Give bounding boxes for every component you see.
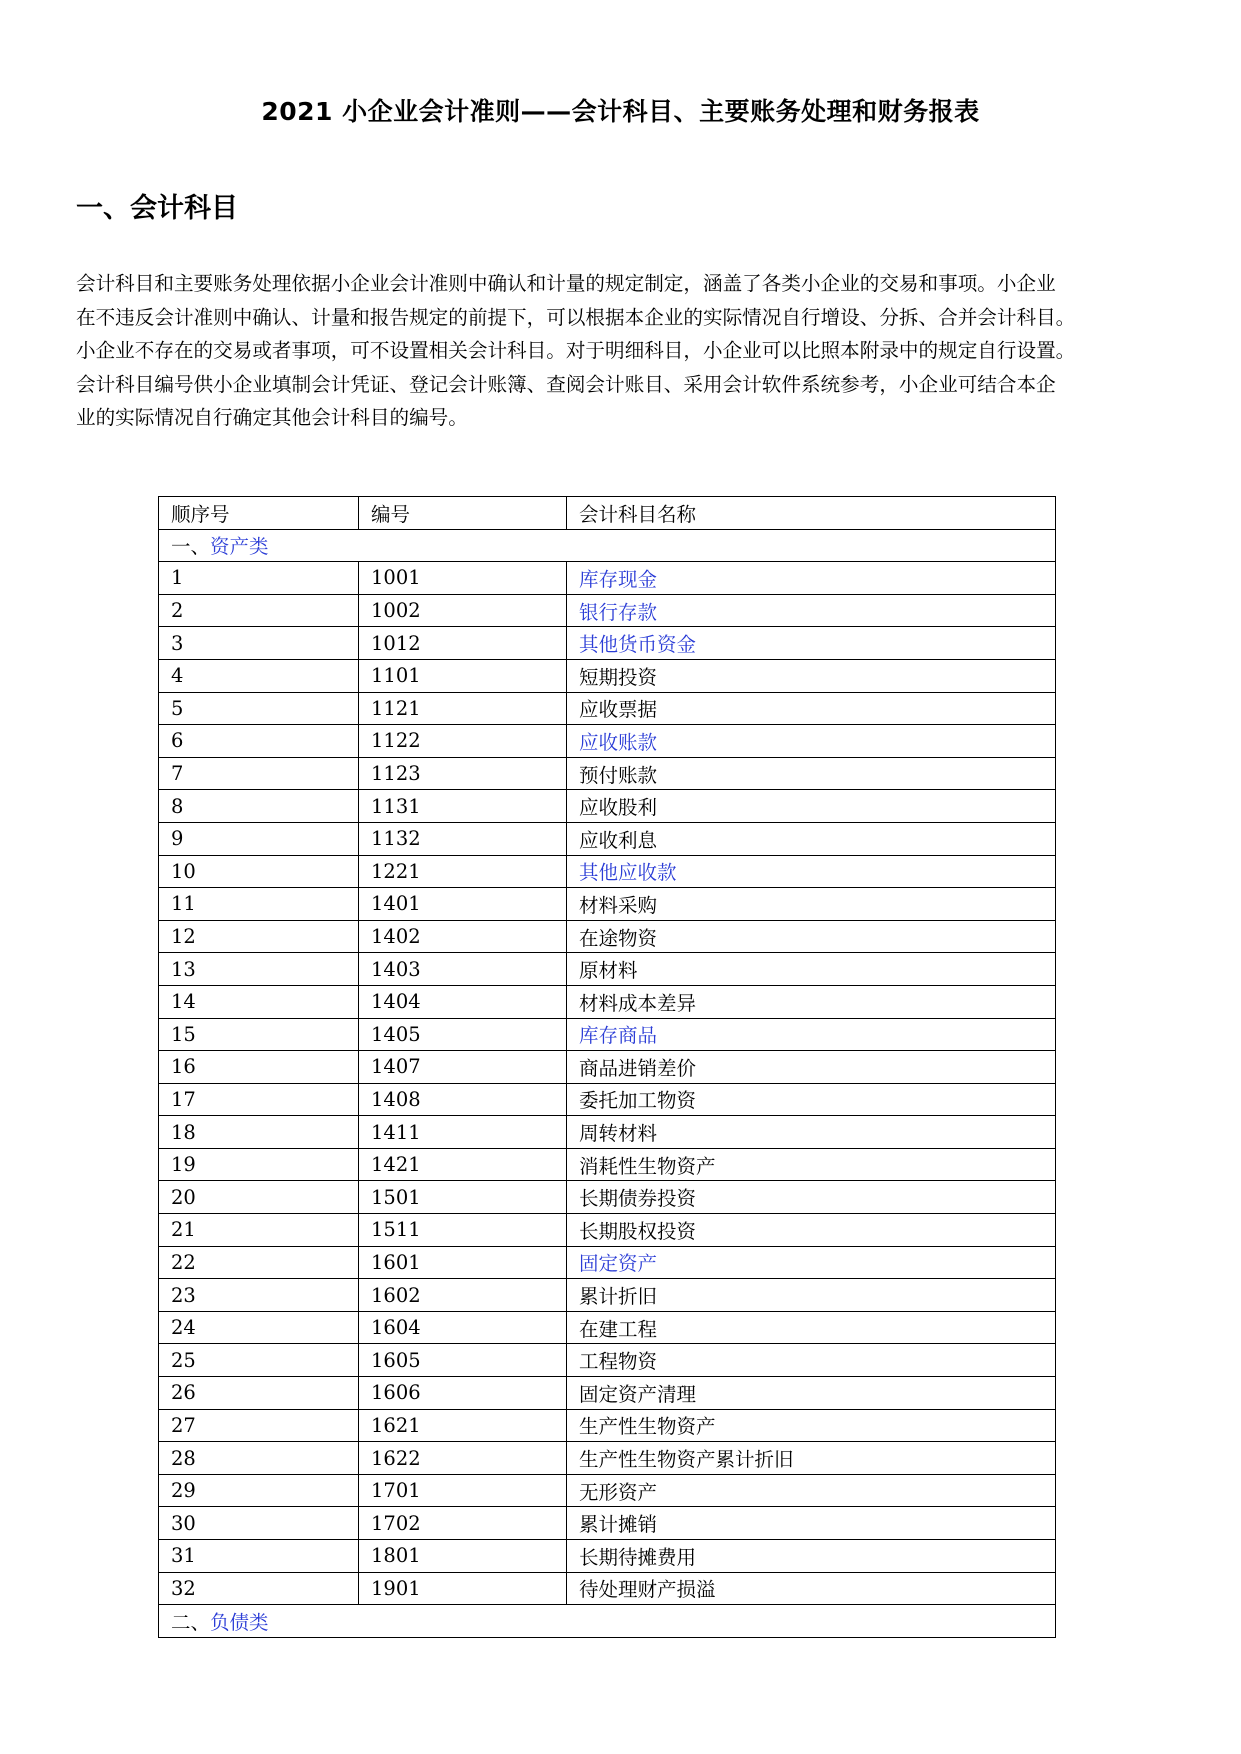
category-link-liabilities[interactable]: 负债类: [210, 1610, 269, 1634]
seq-cell: 8: [159, 790, 359, 823]
account-name: 预付账款: [579, 763, 658, 787]
account-name: 消耗性生物资产: [579, 1154, 716, 1178]
code-cell: 1511: [359, 1214, 567, 1247]
table-row: [159, 562, 1056, 595]
code-cell: 1622: [359, 1442, 567, 1475]
code-cell: 1601: [359, 1246, 567, 1279]
account-name: 待处理财产损溢: [579, 1578, 716, 1602]
seq-cell: 11: [159, 888, 359, 921]
account-link[interactable]: 其他货币资金: [579, 633, 697, 657]
code-cell: 1702: [359, 1507, 567, 1540]
code-cell: 1606: [359, 1377, 567, 1410]
table-row: [159, 822, 1056, 855]
table-row: [159, 920, 1056, 953]
code-cell: 1801: [359, 1540, 567, 1573]
seq-cell: 28: [159, 1442, 359, 1475]
seq-cell: 7: [159, 757, 359, 790]
account-name-cell: [567, 1409, 1056, 1442]
code-cell: 1421: [359, 1148, 567, 1181]
seq-cell: 10: [159, 855, 359, 888]
seq-cell: 23: [159, 1279, 359, 1312]
document-title: 2021 小企业会计准则——会计科目、主要账务处理和财务报表: [261, 97, 980, 126]
account-link[interactable]: 库存现金: [579, 567, 658, 591]
account-name-cell: [567, 1311, 1056, 1344]
account-name-cell: [567, 1018, 1056, 1051]
seq-cell: 26: [159, 1377, 359, 1410]
account-name: 生产性生物资产: [579, 1415, 716, 1439]
account-name-cell: [567, 562, 1056, 595]
code-cell: 1605: [359, 1344, 567, 1377]
header-name: 会计科目名称: [567, 497, 1056, 530]
seq-cell: 17: [159, 1083, 359, 1116]
table-row: [159, 1148, 1056, 1181]
seq-cell: 19: [159, 1148, 359, 1181]
seq-cell: 1: [159, 562, 359, 595]
category-prefix: 二、: [171, 1610, 211, 1634]
table-row: [159, 757, 1056, 790]
account-name-cell: [567, 822, 1056, 855]
code-cell: 1132: [359, 822, 567, 855]
account-name: 无形资产: [579, 1480, 658, 1504]
code-cell: 1012: [359, 627, 567, 660]
accounts-table: [158, 496, 1056, 1638]
table-row: [159, 1246, 1056, 1279]
seq-cell: 27: [159, 1409, 359, 1442]
seq-cell: 3: [159, 627, 359, 660]
seq-cell: 29: [159, 1474, 359, 1507]
account-name-cell: [567, 1507, 1056, 1540]
seq-cell: 15: [159, 1018, 359, 1051]
account-name-cell: [567, 627, 1056, 660]
seq-cell: 32: [159, 1572, 359, 1605]
category-cell: [159, 1605, 1056, 1638]
table-row: [159, 1442, 1056, 1475]
account-name: 商品进销差价: [579, 1056, 697, 1080]
account-name-cell: [567, 1442, 1056, 1475]
seq-cell: 4: [159, 659, 359, 692]
account-name: 长期待摊费用: [579, 1545, 697, 1569]
table-row: [159, 1474, 1056, 1507]
code-cell: 1401: [359, 888, 567, 921]
code-cell: 1122: [359, 725, 567, 758]
account-name-cell: [567, 1181, 1056, 1214]
code-cell: 1602: [359, 1279, 567, 1312]
code-cell: 1002: [359, 594, 567, 627]
account-name-cell: [567, 1116, 1056, 1149]
code-cell: 1402: [359, 920, 567, 953]
account-name: 累计折旧: [579, 1285, 658, 1309]
code-cell: 1131: [359, 790, 567, 823]
account-name: 生产性生物资产累计折旧: [579, 1448, 794, 1472]
account-name-cell: [567, 1279, 1056, 1312]
account-name: 固定资产清理: [579, 1382, 697, 1406]
account-name-cell: [567, 953, 1056, 986]
account-name: 应收票据: [579, 698, 658, 722]
section-heading: 一、会计科目: [76, 193, 238, 224]
category-link-assets[interactable]: 资产类: [210, 535, 269, 559]
table-row: [159, 1311, 1056, 1344]
account-link[interactable]: 应收账款: [579, 730, 658, 754]
seq-cell: 21: [159, 1214, 359, 1247]
account-name: 累计摊销: [579, 1513, 658, 1537]
account-name: 委托加工物资: [579, 1089, 697, 1113]
table-row: [159, 692, 1056, 725]
account-name-cell: [567, 1246, 1056, 1279]
code-cell: 1407: [359, 1051, 567, 1084]
seq-cell: 13: [159, 953, 359, 986]
intro-line: 在不违反会计准则中确认、计量和报告规定的前提下，可以根据本企业的实际情况自行增设、分拆、合并会计科目。: [76, 305, 1076, 329]
intro-line: 会计科目和主要账务处理依据小企业会计准则中确认和计量的规定制定，涵盖了各类小企业的交易和事项。小企业: [76, 272, 1056, 295]
seq-cell: 16: [159, 1051, 359, 1084]
table-row: [159, 1214, 1056, 1247]
account-name: 周转材料: [579, 1122, 658, 1146]
table-row: [159, 659, 1056, 692]
code-cell: 1403: [359, 953, 567, 986]
intro-line: 业的实际情况自行确定其他会计科目的编号。: [76, 406, 468, 429]
table-row: [159, 1409, 1056, 1442]
account-name: 长期债券投资: [579, 1187, 697, 1211]
seq-cell: 30: [159, 1507, 359, 1540]
seq-cell: 6: [159, 725, 359, 758]
intro-line: 会计科目编号供小企业填制会计凭证、登记会计账簿、查阅会计账目、采用会计软件系统参考，小企业可结合本企: [76, 372, 1056, 396]
account-name-cell: [567, 1083, 1056, 1116]
seq-cell: 20: [159, 1181, 359, 1214]
account-name: 材料采购: [579, 893, 658, 917]
category-cell: [159, 529, 1056, 562]
table-row: [159, 1279, 1056, 1312]
code-cell: 1604: [359, 1311, 567, 1344]
category-row-liabilities: [159, 1605, 1056, 1638]
code-cell: 1001: [359, 562, 567, 595]
code-cell: 1701: [359, 1474, 567, 1507]
code-cell: 1101: [359, 659, 567, 692]
table-row: [159, 1018, 1056, 1051]
table-row: [159, 1344, 1056, 1377]
table-row: [159, 627, 1056, 660]
seq-cell: 5: [159, 692, 359, 725]
table-row: [159, 1572, 1056, 1605]
account-name-cell: [567, 985, 1056, 1018]
category-prefix: 一、: [171, 535, 211, 559]
account-name-cell: [567, 1051, 1056, 1084]
table-row: [159, 1051, 1056, 1084]
account-link[interactable]: 银行存款: [579, 600, 658, 624]
table-row: [159, 725, 1056, 758]
header-code: 编号: [359, 497, 567, 530]
seq-cell: 22: [159, 1246, 359, 1279]
account-name: 应收利息: [579, 828, 658, 852]
code-cell: 1221: [359, 855, 567, 888]
account-name-cell: [567, 855, 1056, 888]
table-row: [159, 888, 1056, 921]
account-name-cell: [567, 594, 1056, 627]
account-name: 应收股利: [579, 796, 658, 820]
account-name: 在途物资: [579, 926, 658, 950]
account-name-cell: [567, 1540, 1056, 1573]
table-row: [159, 1377, 1056, 1410]
table-row: [159, 594, 1056, 627]
account-name-cell: [567, 888, 1056, 921]
code-cell: 1621: [359, 1409, 567, 1442]
seq-cell: 14: [159, 985, 359, 1018]
account-name: 材料成本差异: [579, 991, 697, 1015]
account-name-cell: [567, 1214, 1056, 1247]
account-name: 在建工程: [579, 1317, 658, 1341]
account-name-cell: [567, 692, 1056, 725]
code-cell: 1405: [359, 1018, 567, 1051]
code-cell: 1123: [359, 757, 567, 790]
account-link[interactable]: 其他应收款: [579, 861, 677, 885]
account-name-cell: [567, 1148, 1056, 1181]
code-cell: 1411: [359, 1116, 567, 1149]
table-row: [159, 1116, 1056, 1149]
intro-line: 小企业不存在的交易或者事项，可不设置相关会计科目。对于明细科目，小企业可以比照本附录中的规定自行设置。: [76, 339, 1076, 362]
table-row: [159, 1540, 1056, 1573]
table-row: [159, 1083, 1056, 1116]
code-cell: 1121: [359, 692, 567, 725]
code-cell: 1501: [359, 1181, 567, 1214]
account-name-cell: [567, 790, 1056, 823]
account-name-cell: [567, 725, 1056, 758]
account-name: 长期股权投资: [579, 1219, 697, 1243]
code-cell: 1901: [359, 1572, 567, 1605]
account-name: 短期投资: [579, 665, 658, 689]
code-cell: 1408: [359, 1083, 567, 1116]
account-name-cell: [567, 757, 1056, 790]
table-header-row: [159, 497, 1056, 530]
account-link[interactable]: 固定资产: [579, 1252, 658, 1276]
seq-cell: 25: [159, 1344, 359, 1377]
table-row: [159, 855, 1056, 888]
intro-paragraph: [76, 267, 1170, 435]
account-link[interactable]: 库存商品: [579, 1024, 658, 1048]
seq-cell: 9: [159, 822, 359, 855]
code-cell: 1404: [359, 985, 567, 1018]
seq-cell: 2: [159, 594, 359, 627]
account-name-cell: [567, 659, 1056, 692]
seq-cell: 31: [159, 1540, 359, 1573]
table-row: [159, 1507, 1056, 1540]
table-row: [159, 1181, 1056, 1214]
seq-cell: 12: [159, 920, 359, 953]
account-name-cell: [567, 1572, 1056, 1605]
category-row-assets: [159, 529, 1056, 562]
account-name: 工程物资: [579, 1350, 658, 1374]
seq-cell: 24: [159, 1311, 359, 1344]
header-seq: 顺序号: [159, 497, 359, 530]
table-row: [159, 953, 1056, 986]
account-name: 原材料: [579, 959, 638, 983]
table-row: [159, 790, 1056, 823]
account-name-cell: [567, 1344, 1056, 1377]
account-name-cell: [567, 920, 1056, 953]
account-name-cell: [567, 1474, 1056, 1507]
account-name-cell: [567, 1377, 1056, 1410]
table-row: [159, 985, 1056, 1018]
seq-cell: 18: [159, 1116, 359, 1149]
